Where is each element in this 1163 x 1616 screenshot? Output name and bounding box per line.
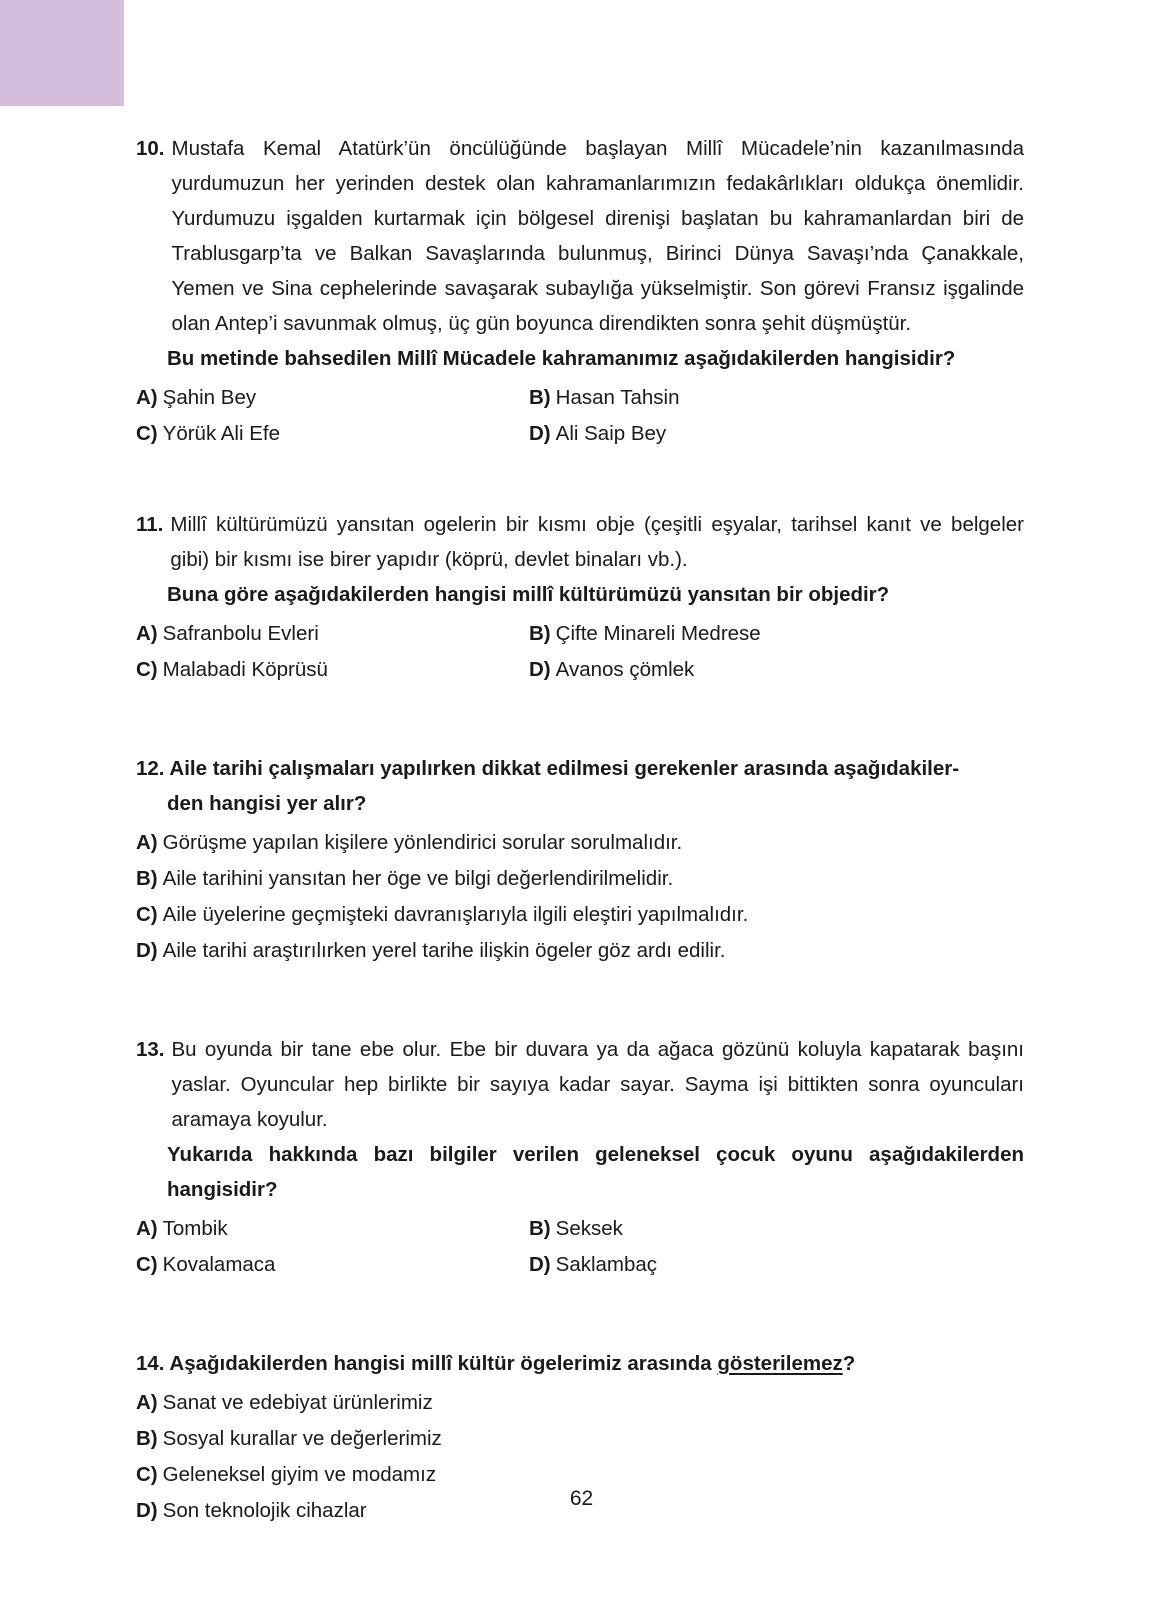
option-c-text: Yörük Ali Efe bbox=[162, 422, 281, 445]
question-11-number: 11. bbox=[136, 513, 164, 536]
option-a-letter: A) bbox=[136, 386, 158, 409]
option-a-letter: A) bbox=[136, 1391, 158, 1414]
decorative-corner-block bbox=[0, 0, 124, 106]
spacer bbox=[136, 994, 1024, 1032]
option-c-letter: C) bbox=[136, 903, 158, 926]
option-a-text: Görüşme yapılan kişilere yönlendirici sorular sorulmalıdır. bbox=[162, 831, 683, 854]
question-12-heading-line1: 12. Aile tarihi çalışmaları yapılırken dikkat edilmesi gerekenler arasında aşağıdakiler- bbox=[136, 757, 960, 780]
question-12 bbox=[136, 751, 1024, 968]
option-b[interactable] bbox=[136, 1420, 1024, 1456]
option-d-text: Son teknolojik cihazlar bbox=[162, 1499, 367, 1522]
spacer bbox=[136, 1308, 1024, 1346]
option-d[interactable] bbox=[529, 1246, 1024, 1282]
option-b-letter: B) bbox=[136, 1427, 158, 1450]
question-11-passage: Millî kültürümüzü yansıtan ogelerin bir kısmı obje (çeşitli eşyalar, tarihsel kanıt ve belgeler gibi) bir kısmı ise birer yapıdır (köprü, devlet binaları vb.). bbox=[170, 513, 1024, 571]
question-14-heading-emphasis: gösterilemez bbox=[717, 1352, 843, 1375]
option-d[interactable] bbox=[136, 932, 1024, 968]
option-d-letter: D) bbox=[529, 422, 551, 445]
question-12-options bbox=[136, 824, 1024, 968]
option-c-letter: C) bbox=[136, 658, 158, 681]
spacer bbox=[136, 713, 1024, 751]
option-a-text: Tombik bbox=[162, 1217, 228, 1240]
question-11-options bbox=[136, 615, 1024, 687]
option-c[interactable] bbox=[136, 415, 529, 451]
question-12-heading-line2: den hangisi yer alır? bbox=[167, 792, 367, 815]
question-14-heading-suffix: ? bbox=[842, 1352, 856, 1375]
option-a[interactable] bbox=[136, 1384, 1024, 1420]
question-12-heading bbox=[136, 751, 1024, 821]
option-b-letter: B) bbox=[529, 622, 551, 645]
option-a-text: Safranbolu Evleri bbox=[162, 622, 319, 645]
option-d-text: Aile tarihi araştırılırken yerel tarihe ilişkin ögeler göz ardı edilir. bbox=[162, 939, 726, 962]
option-b-text: Çifte Minareli Medrese bbox=[555, 622, 761, 645]
question-10-prompt: Bu metinde bahsedilen Millî Mücadele kahramanımız aşağıdakilerden hangisidir? bbox=[167, 347, 956, 370]
option-b[interactable] bbox=[136, 860, 1024, 896]
option-d-letter: D) bbox=[136, 1499, 158, 1522]
option-b-text: Aile tarihini yansıtan her öge ve bilgi değerlendirilmelidir. bbox=[162, 867, 674, 890]
question-10-body bbox=[136, 131, 1024, 341]
option-a-text: Şahin Bey bbox=[162, 386, 257, 409]
question-13-prompt-line1: Yukarıda hakkında bazı bilgiler verilen geleneksel çocuk oyunu aşağıdakilerden bbox=[167, 1143, 1024, 1166]
page-number: 62 bbox=[569, 1487, 594, 1510]
option-b[interactable] bbox=[529, 615, 1024, 651]
question-10-passage: Mustafa Kemal Atatürk’ün öncülüğünde başlayan Millî Mücadele’nin kazanılmasında yurdumuzun her yerinden destek olan kahramanlarımızın fedakârlıkları oldukça önemlidir. Yurdumuzu işgalden kurtarmak için bölgesel direnişi başlatan bu kahramanlardan biri de Trablusgarp’ta ve Balkan Savaşlarında bulunmuş, Birinci Dünya Savaşı’nda Çanakkale, Yemen ve Sina cephelerinde savaşarak subaylığa yükselmiştir. Son görevi Fransız işgalinde olan Antep’i savunmak olmuş, üç gün boyunca direndikten sonra şehit düşmüştür. bbox=[171, 137, 1024, 335]
question-10-options bbox=[136, 379, 1024, 451]
option-a-letter: A) bbox=[136, 831, 158, 854]
option-a[interactable] bbox=[136, 824, 1024, 860]
question-13-prompt-line2: hangisidir? bbox=[167, 1178, 278, 1201]
question-13-options bbox=[136, 1210, 1024, 1282]
option-a[interactable] bbox=[136, 1210, 529, 1246]
question-14-heading bbox=[136, 1346, 1024, 1381]
option-a[interactable] bbox=[136, 615, 529, 651]
option-a[interactable] bbox=[136, 379, 529, 415]
option-c[interactable] bbox=[136, 651, 529, 687]
option-c-text: Malabadi Köprüsü bbox=[162, 658, 328, 681]
option-b-letter: B) bbox=[529, 1217, 551, 1240]
option-b-letter: B) bbox=[136, 867, 158, 890]
option-d[interactable] bbox=[529, 651, 1024, 687]
question-11-prompt: Buna göre aşağıdakilerden hangisi millî kültürümüzü yansıtan bir objedir? bbox=[167, 583, 890, 606]
question-13-body bbox=[136, 1032, 1024, 1137]
option-a-text: Sanat ve edebiyat ürünlerimiz bbox=[162, 1391, 433, 1414]
option-b[interactable] bbox=[529, 379, 1024, 415]
questions-container bbox=[136, 131, 1024, 1554]
question-10-number: 10. bbox=[136, 137, 165, 160]
question-13-number: 13. bbox=[136, 1038, 165, 1061]
spacer bbox=[136, 477, 1024, 507]
question-10 bbox=[136, 131, 1024, 451]
option-b[interactable] bbox=[529, 1210, 1024, 1246]
option-d-text: Ali Saip Bey bbox=[555, 422, 667, 445]
question-11 bbox=[136, 507, 1024, 687]
option-d-letter: D) bbox=[529, 658, 551, 681]
option-c[interactable] bbox=[136, 1246, 529, 1282]
option-c-letter: C) bbox=[136, 1463, 158, 1486]
option-d-letter: D) bbox=[529, 1253, 551, 1276]
option-d-text: Avanos çömlek bbox=[555, 658, 695, 681]
option-b-text: Sosyal kurallar ve değerlerimiz bbox=[162, 1427, 442, 1450]
option-c-text: Geleneksel giyim ve modamız bbox=[162, 1463, 437, 1486]
option-b-text: Hasan Tahsin bbox=[555, 386, 680, 409]
option-d-letter: D) bbox=[136, 939, 158, 962]
option-c-letter: C) bbox=[136, 1253, 158, 1276]
option-b-letter: B) bbox=[529, 386, 551, 409]
question-14-heading-prefix: 14. Aşağıdakilerden hangisi millî kültür ögelerimiz arasında bbox=[136, 1352, 718, 1375]
option-c-letter: C) bbox=[136, 422, 158, 445]
option-d[interactable] bbox=[529, 415, 1024, 451]
option-b-text: Seksek bbox=[555, 1217, 623, 1240]
question-11-body bbox=[136, 507, 1024, 577]
question-13 bbox=[136, 1032, 1024, 1282]
option-c-text: Kovalamaca bbox=[162, 1253, 276, 1276]
option-a-letter: A) bbox=[136, 622, 158, 645]
option-c[interactable] bbox=[136, 896, 1024, 932]
option-c-text: Aile üyelerine geçmişteki davranışlarıyla ilgili eleştiri yapılmalıdır. bbox=[162, 903, 749, 926]
question-13-prompt bbox=[136, 1137, 1024, 1207]
option-d-text: Saklambaç bbox=[555, 1253, 658, 1276]
question-13-passage: Bu oyunda bir tane ebe olur. Ebe bir duvara ya da ağaca gözünü koluyla kapatarak başını yaslar. Oyuncular hep birlikte bir sayıya kadar sayar. Sayma işi bittikten sonra oyuncuları aramaya koyulur. bbox=[171, 1038, 1024, 1131]
option-a-letter: A) bbox=[136, 1217, 158, 1240]
